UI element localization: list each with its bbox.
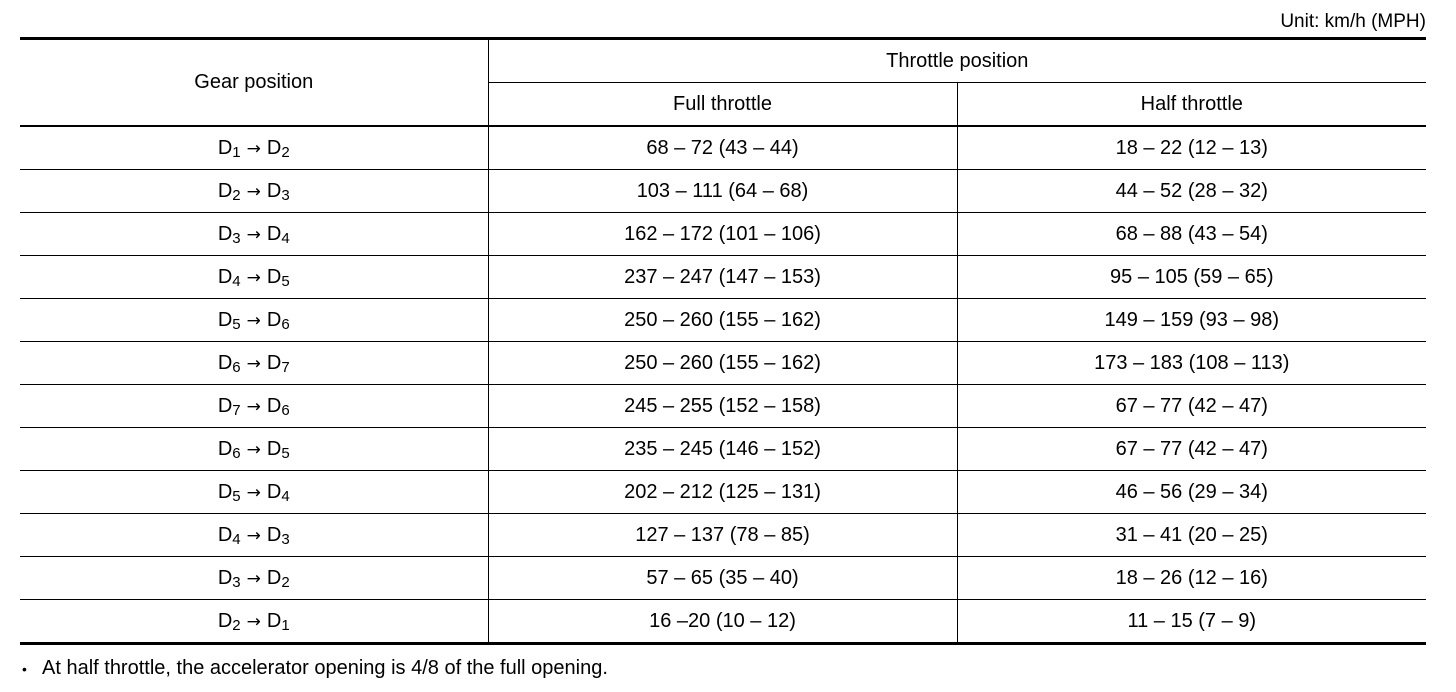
to-gear: 5: [281, 272, 290, 290]
full-throttle-cell: 57 – 65 (35 – 40): [488, 557, 957, 600]
table-row: [20, 471, 1426, 514]
arrow-right-icon: →: [246, 310, 261, 331]
arrow-right-icon: →: [246, 525, 261, 546]
to-gear: 3: [281, 530, 290, 548]
from-gear: 4: [232, 530, 241, 548]
to-gear: 4: [281, 229, 290, 247]
table-row: [20, 428, 1426, 471]
arrow-right-icon: →: [246, 224, 261, 245]
full-throttle-cell: 235 – 245 (146 – 152): [488, 428, 957, 471]
full-throttle-cell: 162 – 172 (101 – 106): [488, 213, 957, 256]
to-gear: 1: [281, 616, 290, 634]
table-row: [20, 213, 1426, 256]
to-gear: 6: [281, 401, 290, 419]
full-throttle-cell: 250 – 260 (155 – 162): [488, 342, 957, 385]
arrow-right-icon: →: [246, 611, 261, 632]
full-throttle-cell: 237 – 247 (147 – 153): [488, 256, 957, 299]
gear-shift-cell: D4 → D3: [20, 514, 488, 557]
half-throttle-cell: 31 – 41 (20 – 25): [957, 514, 1426, 557]
to-gear: 2: [281, 143, 290, 161]
from-gear: 3: [232, 229, 241, 247]
gear-shift-cell: D3 → D2: [20, 557, 488, 600]
bullet-icon: •: [22, 660, 27, 677]
full-throttle-cell: 245 – 255 (152 – 158): [488, 385, 957, 428]
full-throttle-cell: 202 – 212 (125 – 131): [488, 471, 957, 514]
shift-speed-table: [20, 37, 1426, 645]
footnote-text: At half throttle, the accelerator opening is 4/8 of the full opening.: [42, 657, 608, 679]
table-row: [20, 126, 1426, 170]
from-gear: 6: [232, 444, 241, 462]
from-gear: 2: [232, 186, 241, 204]
gear-shift-cell: D2 → D3: [20, 170, 488, 213]
half-throttle-cell: 68 – 88 (43 – 54): [957, 213, 1426, 256]
from-gear: 3: [232, 573, 241, 591]
to-gear: 2: [281, 573, 290, 591]
table-row: [20, 299, 1426, 342]
gear-shift-cell: D3 → D4: [20, 213, 488, 256]
gear-shift-cell: D1 → D2: [20, 126, 488, 170]
from-gear: 1: [232, 143, 241, 161]
half-throttle-cell: 95 – 105 (59 – 65): [957, 256, 1426, 299]
arrow-right-icon: →: [246, 353, 261, 374]
to-gear: 4: [281, 487, 290, 505]
gear-shift-cell: D6 → D7: [20, 342, 488, 385]
to-gear: 5: [281, 444, 290, 462]
half-throttle-cell: 11 – 15 (7 – 9): [957, 600, 1426, 644]
arrow-right-icon: →: [246, 138, 261, 159]
half-throttle-cell: 173 – 183 (108 – 113): [957, 342, 1426, 385]
table-row: [20, 342, 1426, 385]
to-gear: 3: [281, 186, 290, 204]
table-body: [20, 126, 1426, 644]
half-throttle-cell: 46 – 56 (29 – 34): [957, 471, 1426, 514]
gear-shift-cell: D5 → D6: [20, 299, 488, 342]
arrow-right-icon: →: [246, 482, 261, 503]
gear-position-header: Gear position: [20, 39, 488, 127]
from-gear: 6: [232, 358, 241, 376]
table-row: [20, 170, 1426, 213]
gear-shift-cell: D7 → D6: [20, 385, 488, 428]
gear-shift-cell: D6 → D5: [20, 428, 488, 471]
half-throttle-cell: 44 – 52 (28 – 32): [957, 170, 1426, 213]
half-throttle-cell: 149 – 159 (93 – 98): [957, 299, 1426, 342]
table-row: [20, 600, 1426, 644]
arrow-right-icon: →: [246, 396, 261, 417]
table-row: [20, 514, 1426, 557]
to-gear: 6: [281, 315, 290, 333]
full-throttle-cell: 68 – 72 (43 – 44): [488, 126, 957, 170]
full-throttle-cell: 16 –20 (10 – 12): [488, 600, 957, 644]
full-throttle-header: Full throttle: [488, 83, 957, 127]
half-throttle-cell: 67 – 77 (42 – 47): [957, 385, 1426, 428]
full-throttle-cell: 103 – 111 (64 – 68): [488, 170, 957, 213]
half-throttle-cell: 67 – 77 (42 – 47): [957, 428, 1426, 471]
gear-shift-cell: D4 → D5: [20, 256, 488, 299]
throttle-position-header: Throttle position: [488, 39, 1426, 83]
gear-shift-cell: D5 → D4: [20, 471, 488, 514]
full-throttle-cell: 127 – 137 (78 – 85): [488, 514, 957, 557]
unit-label: Unit: km/h (MPH): [1280, 11, 1426, 32]
arrow-right-icon: →: [246, 181, 261, 202]
half-throttle-cell: 18 – 22 (12 – 13): [957, 126, 1426, 170]
arrow-right-icon: →: [246, 568, 261, 589]
half-throttle-cell: 18 – 26 (12 – 16): [957, 557, 1426, 600]
full-throttle-cell: 250 – 260 (155 – 162): [488, 299, 957, 342]
from-gear: 7: [232, 401, 241, 419]
from-gear: 5: [232, 315, 241, 333]
table-row: [20, 385, 1426, 428]
from-gear: 2: [232, 616, 241, 634]
table-row: [20, 557, 1426, 600]
to-gear: 7: [281, 358, 290, 376]
footnote: [22, 656, 608, 681]
from-gear: 5: [232, 487, 241, 505]
from-gear: 4: [232, 272, 241, 290]
arrow-right-icon: →: [246, 267, 261, 288]
arrow-right-icon: →: [246, 439, 261, 460]
table-row: [20, 256, 1426, 299]
half-throttle-header: Half throttle: [957, 83, 1426, 127]
gear-shift-cell: D2 → D1: [20, 600, 488, 644]
